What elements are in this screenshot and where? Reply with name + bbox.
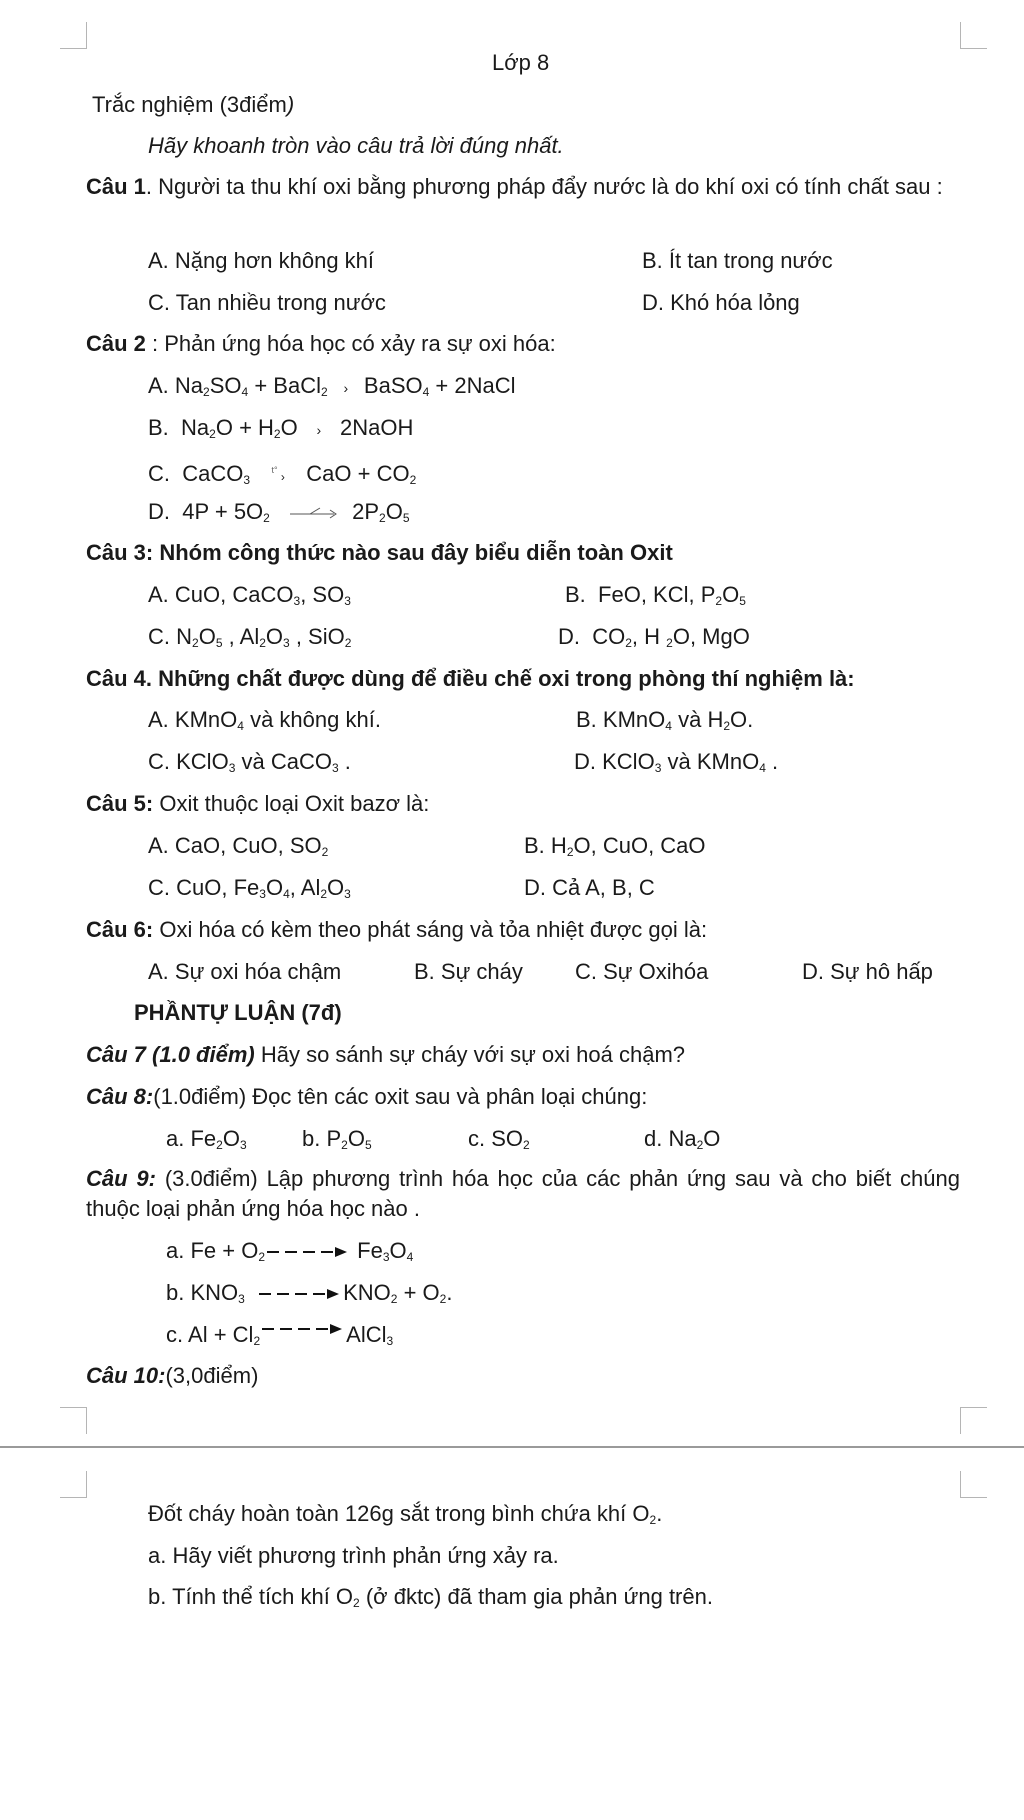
crop-mark-bottom-left: [60, 1407, 87, 1434]
q5-option-c: C. CuO, $Fe_3O_4$, $Al_2O_3$: [148, 875, 351, 901]
q6-option-b: B. Sự cháy: [414, 959, 523, 984]
question-7: Câu 7 (1.0 điểm) Hãy so sánh sự cháy với sự oxi hoá chậm?: [86, 1042, 686, 1067]
q3-option-c: C. $N_2O_5$ , $Al_2O_3$ , SiO$_2$: [148, 624, 352, 650]
instruction: Hãy khoanh tròn vào câu trả lời đúng nhất.: [148, 133, 564, 158]
question-8: Câu 8:(1.0điểm) Đọc tên các oxit sau và phân loại chúng:: [86, 1084, 648, 1109]
crop-mark-top-right: [960, 1471, 987, 1498]
dashed-arrow-icon: [257, 1287, 343, 1301]
q3-option-b: B. FeO, KCl, $P_2O_5$: [565, 582, 746, 608]
question-1: Câu 1. Người ta thu khí oxi bằng phương pháp đẩy nước là do khí oxi có tính chất sau :: [86, 174, 943, 199]
q1-option-b: B. Ít tan trong nước: [642, 248, 833, 273]
reaction-arrow-icon: ›: [343, 380, 349, 396]
question-9: Câu 9: (3.0điểm) Lập phương trình hóa học của các phản ứng sau và cho biết chúng thuộc loại phản ứng hóa học nào .: [86, 1166, 960, 1221]
page-2: [0, 1449, 1024, 1820]
q4-option-b: B. KMnO$_4$ và $H_2O$.: [576, 707, 754, 733]
crop-mark-bottom-right: [960, 1407, 987, 1434]
q4-option-c: C. KClO$_3$ và CaCO$_3$ .: [148, 749, 351, 775]
q1-option-a: A. Nặng hơn không khí: [148, 248, 375, 273]
q3-option-d: D. $CO_2$, H $_2$O, MgO: [558, 624, 750, 650]
page-title: Lớp 8: [492, 50, 550, 75]
q10-line-3: b. Tính thể tích khí $O_2$ (ở đktc) đã tham gia phản ứng trên.: [148, 1584, 713, 1610]
q2-option-a: A. $Na_2SO_4$ + BaCl$_2$ › BaSO$_4$ + 2NaCl: [148, 371, 516, 403]
dashed-arrow-icon: [265, 1245, 351, 1259]
q8-item-a: a. $Fe_2O_3$: [166, 1126, 247, 1152]
q3-option-a: A. CuO, CaCO$_3$, $SO_3$: [148, 582, 351, 608]
reaction-arrow-icon: ›: [316, 422, 322, 438]
q10-line-1: Đốt cháy hoàn toàn 126g sắt trong bình chứa khí $O_2$.: [148, 1501, 663, 1527]
q9-item-a: a. $Fe + O_2$ $Fe_3O_4$: [166, 1238, 414, 1264]
q2-option-c: C. CaCO$_3$ $^{t^\circ}$ › CaO + $CO_2$: [148, 455, 416, 492]
q8-item-c: c. $SO_2$: [468, 1126, 530, 1152]
question-3: Câu 3: Nhóm công thức nào sau đây biểu diễn toàn Oxit: [86, 540, 673, 565]
question-4: Câu 4. Những chất được dùng để điều chế oxi trong phòng thí nghiệm là:: [86, 666, 855, 691]
crop-mark-top-right: [960, 22, 987, 49]
q6-option-a: A. Sự oxi hóa chậm: [148, 959, 342, 984]
q1-option-d: D. Khó hóa lỏng: [642, 290, 800, 315]
question-5: Câu 5: Oxit thuộc loại Oxit bazơ là:: [86, 791, 430, 816]
q5-option-d: D. Cả A, B, C: [524, 875, 655, 900]
section-title: Trắc nghiệm (3điểm): [92, 92, 295, 117]
crop-mark-top-left: [60, 22, 87, 49]
heat-arrow-icon: $^{t^\circ}$ ›: [271, 465, 285, 484]
q5-option-a: A. CaO, CuO, $SO_2$: [148, 833, 329, 859]
q9-item-c: c. $Al + Cl_2$ AlCl$_3$: [166, 1322, 394, 1348]
reaction-arrow-icon: [276, 506, 346, 520]
q6-option-c: C. Sự Oxihóa: [575, 959, 709, 984]
question-10: Câu 10:(3,0điểm): [86, 1363, 259, 1388]
q9-item-b: b. $KNO_3$ $KNO_2 + O_2$.: [166, 1280, 453, 1306]
q2-option-d: D. $4P + 5O_2$ $2P_2O_5$: [148, 499, 410, 525]
q6-option-d: D. Sự hô hấp: [802, 959, 933, 984]
q8-item-b: b. $P_2O_5$: [302, 1126, 372, 1152]
question-2: Câu 2 : Phản ứng hóa học có xảy ra sự oxi hóa:: [86, 331, 556, 356]
crop-mark-top-left: [60, 1471, 87, 1498]
q5-option-b: B. $H_2O$, CuO, CaO: [524, 833, 706, 859]
q1-option-c: C. Tan nhiều trong nước: [148, 290, 386, 315]
q10-line-2: a. Hãy viết phương trình phản ứng xảy ra.: [148, 1543, 559, 1568]
q2-option-b: B. $Na_2O + H_2O$ › 2NaOH: [148, 413, 413, 445]
q8-item-d: d. $Na_2O$: [644, 1126, 721, 1152]
page-separator: [0, 1446, 1024, 1448]
essay-section-title: PHẦNTỰ LUẬN (7đ): [134, 1000, 342, 1025]
q4-option-d: D. KClO$_3$ và KMnO$_4$ .: [574, 749, 779, 775]
q4-option-a: A. KMnO$_4$ và không khí.: [148, 707, 381, 733]
dashed-arrow-icon: [260, 1322, 346, 1336]
question-6: Câu 6: Oxi hóa có kèm theo phát sáng và tỏa nhiệt được gọi là:: [86, 917, 708, 942]
